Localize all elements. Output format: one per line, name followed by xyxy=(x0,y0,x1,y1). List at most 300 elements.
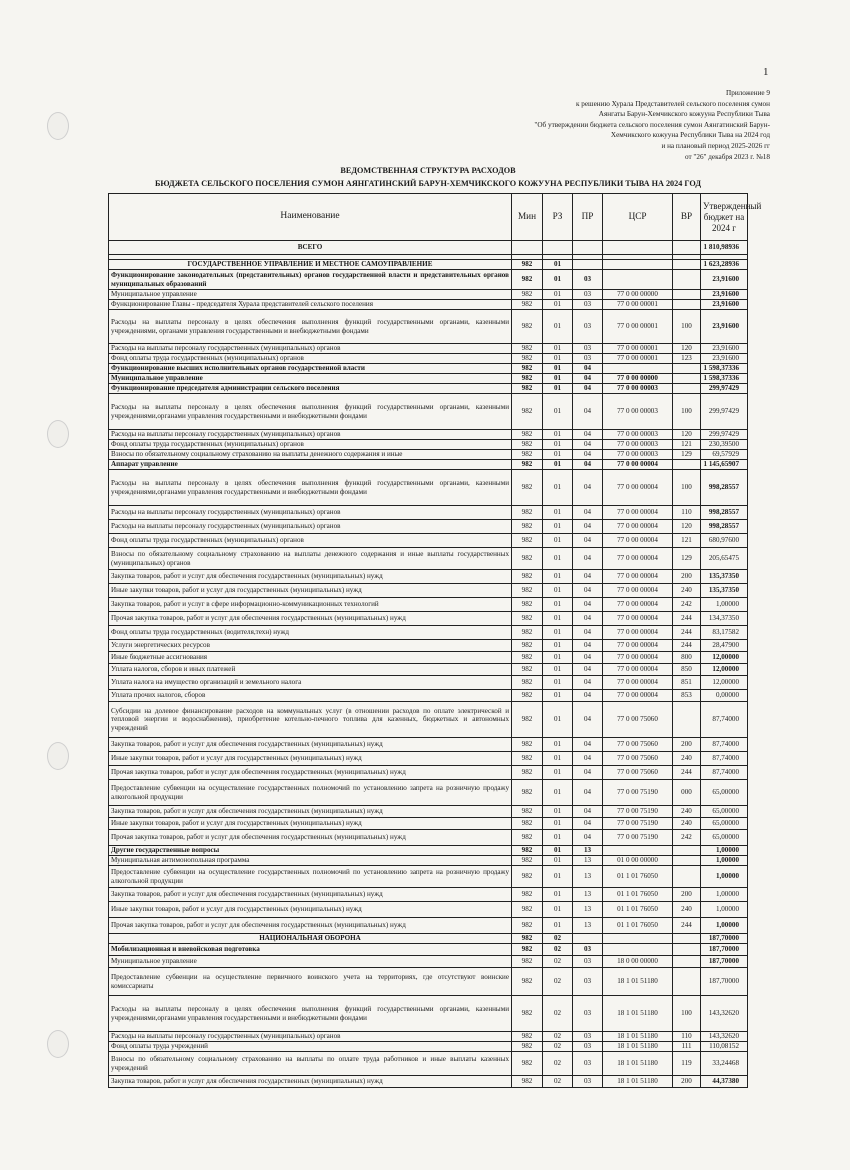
row-csr: 01 1 01 76050 xyxy=(603,888,673,902)
table-row xyxy=(109,584,748,598)
row-name: НАЦИОНАЛЬНАЯ ОБОРОНА xyxy=(109,934,512,944)
row-vr: 121 xyxy=(673,440,701,450)
row-csr: 18 1 01 51180 xyxy=(603,1032,673,1042)
row-vr: 110 xyxy=(673,506,701,520)
row-name: Функционирование Главы - председателя Хурала представителей сельского поселения xyxy=(109,300,512,310)
row-rz: 01 xyxy=(543,652,573,664)
row-vr xyxy=(673,846,701,856)
row-pr: 04 xyxy=(573,470,603,506)
punch-hole xyxy=(47,1030,69,1058)
row-name: Предоставление субвенции на осуществление государственных полномочий по установлению запрета на розничную продажу алкогольной продукции xyxy=(109,866,512,888)
row-min: 982 xyxy=(512,260,543,270)
table-row xyxy=(109,612,748,626)
row-rz: 02 xyxy=(543,956,573,968)
row-rz: 01 xyxy=(543,260,573,270)
row-min: 982 xyxy=(512,664,543,676)
row-value: 87,74000 xyxy=(701,702,748,738)
row-min: 982 xyxy=(512,676,543,690)
row-vr xyxy=(673,270,701,290)
row-value: 1,00000 xyxy=(701,846,748,856)
row-rz: 01 xyxy=(543,270,573,290)
row-vr: 100 xyxy=(673,310,701,344)
row-rz: 01 xyxy=(543,640,573,652)
header-pr: ПР xyxy=(573,194,603,241)
row-pr: 03 xyxy=(573,344,603,354)
row-csr: 77 0 00 00004 xyxy=(603,520,673,534)
row-rz: 02 xyxy=(543,1042,573,1052)
row-min: 982 xyxy=(512,290,543,300)
row-pr: 04 xyxy=(573,440,603,450)
row-value: 65,00000 xyxy=(701,806,748,818)
row-name: Прочая закупка товаров, работ и услуг для обеспечения государственных (муниципальных) нужд xyxy=(109,612,512,626)
row-rz: 02 xyxy=(543,1052,573,1076)
row-name: Взносы по обязательному социальному страхованию на выплаты денежного содержания и иные выплаты государственных (муниципальных) органов xyxy=(109,548,512,570)
row-pr: 03 xyxy=(573,1032,603,1042)
row-min: 982 xyxy=(512,640,543,652)
row-value: 680,97600 xyxy=(701,534,748,548)
row-min: 982 xyxy=(512,766,543,780)
appendix-line: "Об утверждении бюджета сельского поселения сумон Аянгатинский Барун- xyxy=(534,120,770,129)
row-vr: 100 xyxy=(673,470,701,506)
row-value: 1,00000 xyxy=(701,888,748,902)
row-min: 982 xyxy=(512,612,543,626)
table-row xyxy=(109,856,748,866)
row-vr xyxy=(673,934,701,944)
table-row xyxy=(109,766,748,780)
row-rz: 01 xyxy=(543,460,573,470)
row-rz: 01 xyxy=(543,364,573,374)
appendix-line: Приложение 9 xyxy=(726,89,770,97)
row-vr xyxy=(673,290,701,300)
row-pr: 04 xyxy=(573,652,603,664)
row-vr: 120 xyxy=(673,344,701,354)
row-name: Услуги энергетических ресурсов xyxy=(109,640,512,652)
row-min: 982 xyxy=(512,818,543,830)
row-min: 982 xyxy=(512,830,543,846)
table-row xyxy=(109,752,748,766)
row-name: Функционирование законодательных (представительных) органов государственной власти и представительных органов муниципальных образований xyxy=(109,270,512,290)
row-vr xyxy=(673,460,701,470)
row-rz: 02 xyxy=(543,934,573,944)
row-csr: 77 0 00 00004 xyxy=(603,612,673,626)
row-min: 982 xyxy=(512,888,543,902)
table-row xyxy=(109,290,748,300)
row-vr xyxy=(673,374,701,384)
row-vr: 121 xyxy=(673,534,701,548)
row-pr: 04 xyxy=(573,780,603,806)
row-vr: 100 xyxy=(673,394,701,430)
row-min: 982 xyxy=(512,344,543,354)
row-csr: 77 0 00 00004 xyxy=(603,640,673,652)
table-row xyxy=(109,830,748,846)
row-csr: 18 1 01 51180 xyxy=(603,1042,673,1052)
row-value: 12,00000 xyxy=(701,676,748,690)
row-value: 87,74000 xyxy=(701,738,748,752)
row-min: 982 xyxy=(512,374,543,384)
row-pr xyxy=(573,241,603,255)
row-name: Фонд оплаты труда государственных (водителя,техн) нужд xyxy=(109,626,512,640)
row-min: 982 xyxy=(512,626,543,640)
row-name: ГОСУДАРСТВЕННОЕ УПРАВЛЕНИЕ И МЕСТНОЕ САМОУПРАВЛЕНИЕ xyxy=(109,260,512,270)
row-pr: 04 xyxy=(573,702,603,738)
row-value: 1,00000 xyxy=(701,856,748,866)
row-pr: 04 xyxy=(573,612,603,626)
row-csr: 77 0 00 00004 xyxy=(603,470,673,506)
table-row xyxy=(109,440,748,450)
row-name: Муниципальная антимонопольная программа xyxy=(109,856,512,866)
row-value: 187,70000 xyxy=(701,944,748,956)
row-value: 134,37350 xyxy=(701,612,748,626)
row-name: Взносы по обязательному социальному страхованию на выплаты по оплате труда работников и иные выплаты казенных учреждений xyxy=(109,1052,512,1076)
row-rz: 01 xyxy=(543,430,573,440)
row-vr: 123 xyxy=(673,354,701,364)
row-pr: 03 xyxy=(573,270,603,290)
row-name: Предоставление субвенции на осуществление государственных полномочий по установлению запрета на розничную продажу алкогольной продукции xyxy=(109,780,512,806)
table-row xyxy=(109,1032,748,1042)
row-name: Расходы на выплаты персоналу государственных (муниципальных) органов xyxy=(109,506,512,520)
table-row xyxy=(109,934,748,944)
row-csr: 77 0 00 00003 xyxy=(603,384,673,394)
table-row xyxy=(109,640,748,652)
row-vr xyxy=(673,956,701,968)
row-min: 982 xyxy=(512,460,543,470)
row-csr: 77 0 00 75060 xyxy=(603,752,673,766)
row-name: Закупка товаров, работ и услуг для обеспечения государственных (муниципальных) нужд xyxy=(109,570,512,584)
row-vr: 120 xyxy=(673,430,701,440)
row-pr: 03 xyxy=(573,310,603,344)
row-pr: 03 xyxy=(573,996,603,1032)
row-rz: 01 xyxy=(543,918,573,934)
row-rz: 01 xyxy=(543,470,573,506)
row-csr: 77 0 00 00003 xyxy=(603,394,673,430)
row-name: Расходы на выплаты персоналу в целях обеспечения выполнения функций государственными органами, казенными учреждениями,органами управления государственными и внебюджетными фондами xyxy=(109,394,512,430)
row-min: 982 xyxy=(512,866,543,888)
row-rz: 01 xyxy=(543,818,573,830)
row-vr xyxy=(673,944,701,956)
row-min: 982 xyxy=(512,690,543,702)
row-value: 65,00000 xyxy=(701,830,748,846)
row-name: Закупка товаров, работ и услуг для обеспечения государственных (муниципальных) нужд xyxy=(109,1076,512,1088)
table-row xyxy=(109,690,748,702)
row-vr: 242 xyxy=(673,830,701,846)
row-pr: 04 xyxy=(573,506,603,520)
row-name: Закупка товаров, работ и услуг в сфере информационно-коммуникационных технологий xyxy=(109,598,512,612)
row-rz: 01 xyxy=(543,676,573,690)
row-pr: 04 xyxy=(573,374,603,384)
row-pr: 04 xyxy=(573,690,603,702)
row-name: Уплата налога на имущество организаций и земельного налога xyxy=(109,676,512,690)
row-pr: 13 xyxy=(573,902,603,918)
row-rz: 01 xyxy=(543,738,573,752)
row-value: 44,37380 xyxy=(701,1076,748,1088)
row-pr: 04 xyxy=(573,384,603,394)
table-row xyxy=(109,968,748,996)
row-csr: 77 0 00 00004 xyxy=(603,548,673,570)
row-value: 187,70000 xyxy=(701,968,748,996)
row-pr: 04 xyxy=(573,676,603,690)
row-name: Уплата налогов, сборов и иных платежей xyxy=(109,664,512,676)
row-name: Прочая закупка товаров, работ и услуг для обеспечения государственных (муниципальных) нужд xyxy=(109,830,512,846)
row-csr xyxy=(603,846,673,856)
row-rz: 01 xyxy=(543,856,573,866)
row-rz: 02 xyxy=(543,944,573,956)
row-rz: 01 xyxy=(543,690,573,702)
row-csr: 77 0 00 00001 xyxy=(603,310,673,344)
row-value: 299,97429 xyxy=(701,394,748,430)
row-min: 982 xyxy=(512,944,543,956)
row-name: Закупка товаров, работ и услуг для обеспечения государственных (муниципальных) нужд xyxy=(109,888,512,902)
appendix-line: к решению Хурала Представителей сельского поселения сумон xyxy=(575,99,770,108)
table-row xyxy=(109,430,748,440)
row-pr: 03 xyxy=(573,1042,603,1052)
row-name: Закупка товаров, работ и услуг для обеспечения государственных (муниципальных) нужд xyxy=(109,738,512,752)
row-csr: 01 0 00 00000 xyxy=(603,856,673,866)
row-vr: 800 xyxy=(673,652,701,664)
row-rz: 01 xyxy=(543,626,573,640)
row-pr: 04 xyxy=(573,752,603,766)
row-rz: 01 xyxy=(543,506,573,520)
row-rz: 01 xyxy=(543,598,573,612)
row-vr: 129 xyxy=(673,450,701,460)
row-rz: 01 xyxy=(543,766,573,780)
table-row xyxy=(109,470,748,506)
row-vr: 240 xyxy=(673,902,701,918)
row-min: 982 xyxy=(512,918,543,934)
row-pr: 04 xyxy=(573,664,603,676)
row-min: 982 xyxy=(512,780,543,806)
row-value: 0,00000 xyxy=(701,690,748,702)
row-csr: 77 0 00 00004 xyxy=(603,690,673,702)
table-row xyxy=(109,374,748,384)
row-name: Иные бюджетные ассигнования xyxy=(109,652,512,664)
row-value: 69,57929 xyxy=(701,450,748,460)
row-value: 65,00000 xyxy=(701,818,748,830)
row-name: Закупка товаров, работ и услуг для обеспечения государственных (муниципальных) нужд xyxy=(109,806,512,818)
table-row xyxy=(109,394,748,430)
row-vr: 240 xyxy=(673,752,701,766)
table-row xyxy=(109,354,748,364)
row-min: 982 xyxy=(512,752,543,766)
row-min: 982 xyxy=(512,702,543,738)
row-vr xyxy=(673,968,701,996)
header-budget: Утвержденный бюджет на 2024 г xyxy=(701,194,748,241)
row-pr: 03 xyxy=(573,1052,603,1076)
row-name: Иные закупки товаров, работ и услуг для государственных (муниципальных) нужд xyxy=(109,752,512,766)
row-pr: 04 xyxy=(573,738,603,752)
row-csr: 77 0 00 00004 xyxy=(603,506,673,520)
row-vr: 850 xyxy=(673,664,701,676)
row-csr xyxy=(603,364,673,374)
row-min: 982 xyxy=(512,364,543,374)
table-row xyxy=(109,888,748,902)
table-row xyxy=(109,676,748,690)
table-row xyxy=(109,384,748,394)
row-csr xyxy=(603,270,673,290)
row-vr: 242 xyxy=(673,598,701,612)
row-rz: 01 xyxy=(543,310,573,344)
header-csr: ЦСР xyxy=(603,194,673,241)
row-name: Мобилизационная и вневойсковая подготовка xyxy=(109,944,512,956)
row-vr xyxy=(673,702,701,738)
row-vr: 244 xyxy=(673,626,701,640)
row-vr: 200 xyxy=(673,738,701,752)
row-csr: 77 0 00 00004 xyxy=(603,570,673,584)
row-value: 998,28557 xyxy=(701,506,748,520)
row-pr: 04 xyxy=(573,394,603,430)
row-vr: 120 xyxy=(673,520,701,534)
row-min: 982 xyxy=(512,956,543,968)
header-name: Наименование xyxy=(109,194,512,241)
row-min: 982 xyxy=(512,1076,543,1088)
row-value: 1 145,65907 xyxy=(701,460,748,470)
row-rz: 02 xyxy=(543,968,573,996)
row-min: 982 xyxy=(512,968,543,996)
row-min xyxy=(512,241,543,255)
row-name: Муниципальное управление xyxy=(109,290,512,300)
row-name: Иные закупки товаров, работ и услуг для государственных (муниципальных) нужд xyxy=(109,584,512,598)
table-row xyxy=(109,846,748,856)
row-csr xyxy=(603,241,673,255)
row-csr xyxy=(603,934,673,944)
row-min: 982 xyxy=(512,506,543,520)
header-min: Мин xyxy=(512,194,543,241)
row-rz: 01 xyxy=(543,290,573,300)
document-subtitle: БЮДЖЕТА СЕЛЬСКОГО ПОСЕЛЕНИЯ СУМОН АЯНГАТИНСКИЙ БАРУН-ХЕМЧИКСКОГО КОЖУУНА РЕСПУБЛИКИ ТЫВА НА 2024 ГОД xyxy=(155,179,701,188)
row-min: 982 xyxy=(512,1042,543,1052)
table-row xyxy=(109,506,748,520)
row-min: 982 xyxy=(512,934,543,944)
table-row xyxy=(109,364,748,374)
row-rz: 01 xyxy=(543,570,573,584)
row-pr: 03 xyxy=(573,300,603,310)
row-pr: 04 xyxy=(573,806,603,818)
row-min: 982 xyxy=(512,354,543,364)
row-value: 1,00000 xyxy=(701,598,748,612)
row-min: 982 xyxy=(512,996,543,1032)
document-title: ВЕДОМСТВЕННАЯ СТРУКТУРА РАСХОДОВ xyxy=(340,166,516,175)
table-row xyxy=(109,310,748,344)
row-min: 982 xyxy=(512,520,543,534)
table-row xyxy=(109,780,748,806)
row-pr: 03 xyxy=(573,1076,603,1088)
row-min: 982 xyxy=(512,470,543,506)
row-value: 187,70000 xyxy=(701,956,748,968)
row-csr: 77 0 00 75060 xyxy=(603,738,673,752)
row-min: 982 xyxy=(512,1052,543,1076)
row-csr: 77 0 00 00000 xyxy=(603,374,673,384)
row-min: 982 xyxy=(512,584,543,598)
row-pr: 04 xyxy=(573,450,603,460)
header-rz: РЗ xyxy=(543,194,573,241)
row-min: 982 xyxy=(512,430,543,440)
row-rz: 01 xyxy=(543,394,573,430)
row-pr: 04 xyxy=(573,640,603,652)
table-row xyxy=(109,1052,748,1076)
row-value: 1 598,37336 xyxy=(701,364,748,374)
row-rz: 01 xyxy=(543,534,573,548)
table-row xyxy=(109,818,748,830)
row-rz: 02 xyxy=(543,996,573,1032)
row-rz xyxy=(543,241,573,255)
table-row xyxy=(109,702,748,738)
row-rz: 01 xyxy=(543,548,573,570)
row-csr: 77 0 00 00001 xyxy=(603,300,673,310)
row-csr: 77 0 00 00003 xyxy=(603,450,673,460)
row-value: 23,91600 xyxy=(701,354,748,364)
table-row xyxy=(109,866,748,888)
row-pr: 04 xyxy=(573,364,603,374)
table-row xyxy=(109,652,748,664)
row-name: Расходы на выплаты персоналу государственных (муниципальных) органов xyxy=(109,430,512,440)
row-pr: 04 xyxy=(573,548,603,570)
row-rz: 01 xyxy=(543,440,573,450)
row-pr: 04 xyxy=(573,598,603,612)
table-row xyxy=(109,270,748,290)
row-csr: 01 1 01 76050 xyxy=(603,902,673,918)
row-csr: 77 0 00 00004 xyxy=(603,664,673,676)
budget-table xyxy=(108,193,762,1088)
row-name: Фонд оплаты труда учреждений xyxy=(109,1042,512,1052)
row-value: 23,91600 xyxy=(701,270,748,290)
row-min: 982 xyxy=(512,652,543,664)
header-vr: ВР xyxy=(673,194,701,241)
row-name: Предоставление субвенции на осуществление первичного воинского учета на территориях, где отсутствуют воинские комиссариаты xyxy=(109,968,512,996)
row-rz: 01 xyxy=(543,888,573,902)
row-csr: 18 1 01 51180 xyxy=(603,1076,673,1088)
row-csr: 77 0 00 00001 xyxy=(603,344,673,354)
row-name: Другие государственные вопросы xyxy=(109,846,512,856)
row-value: 65,00000 xyxy=(701,780,748,806)
row-rz: 01 xyxy=(543,344,573,354)
row-name: Уплата прочих налогов, сборов xyxy=(109,690,512,702)
appendix-line: Хемчикского кожууна Республики Тыва на 2024 год xyxy=(610,131,770,140)
row-csr: 77 0 00 00004 xyxy=(603,584,673,598)
row-name: Иные закупки товаров, работ и услуг для государственных (муниципальных) нужд xyxy=(109,902,512,918)
row-rz: 01 xyxy=(543,664,573,676)
row-pr: 03 xyxy=(573,354,603,364)
row-name: Расходы на выплаты персоналу в целях обеспечения выполнения функций государственными органами, казенными учреждениями, органами управления государственными и внебюджетными фондами xyxy=(109,310,512,344)
row-csr: 77 0 00 00003 xyxy=(603,440,673,450)
table-row xyxy=(109,738,748,752)
row-vr: 240 xyxy=(673,806,701,818)
row-csr xyxy=(603,944,673,956)
table-row xyxy=(109,944,748,956)
row-vr xyxy=(673,241,701,255)
row-value: 23,91600 xyxy=(701,300,748,310)
row-value: 187,70000 xyxy=(701,934,748,944)
row-min: 982 xyxy=(512,856,543,866)
row-vr: 200 xyxy=(673,1076,701,1088)
row-vr: 240 xyxy=(673,584,701,598)
row-value: 12,00000 xyxy=(701,664,748,676)
row-value: 23,91600 xyxy=(701,310,748,344)
row-vr: 000 xyxy=(673,780,701,806)
row-pr: 04 xyxy=(573,520,603,534)
row-rz: 01 xyxy=(543,384,573,394)
row-value: 83,17582 xyxy=(701,626,748,640)
row-csr: 01 1 01 76050 xyxy=(603,866,673,888)
row-pr: 04 xyxy=(573,830,603,846)
row-vr xyxy=(673,364,701,374)
row-csr: 77 0 00 00004 xyxy=(603,534,673,548)
row-min: 982 xyxy=(512,534,543,548)
row-value: 143,32620 xyxy=(701,1032,748,1042)
row-rz: 01 xyxy=(543,354,573,364)
row-pr xyxy=(573,934,603,944)
row-vr: 244 xyxy=(673,612,701,626)
row-csr: 18 1 01 51180 xyxy=(603,996,673,1032)
row-min: 982 xyxy=(512,1032,543,1042)
